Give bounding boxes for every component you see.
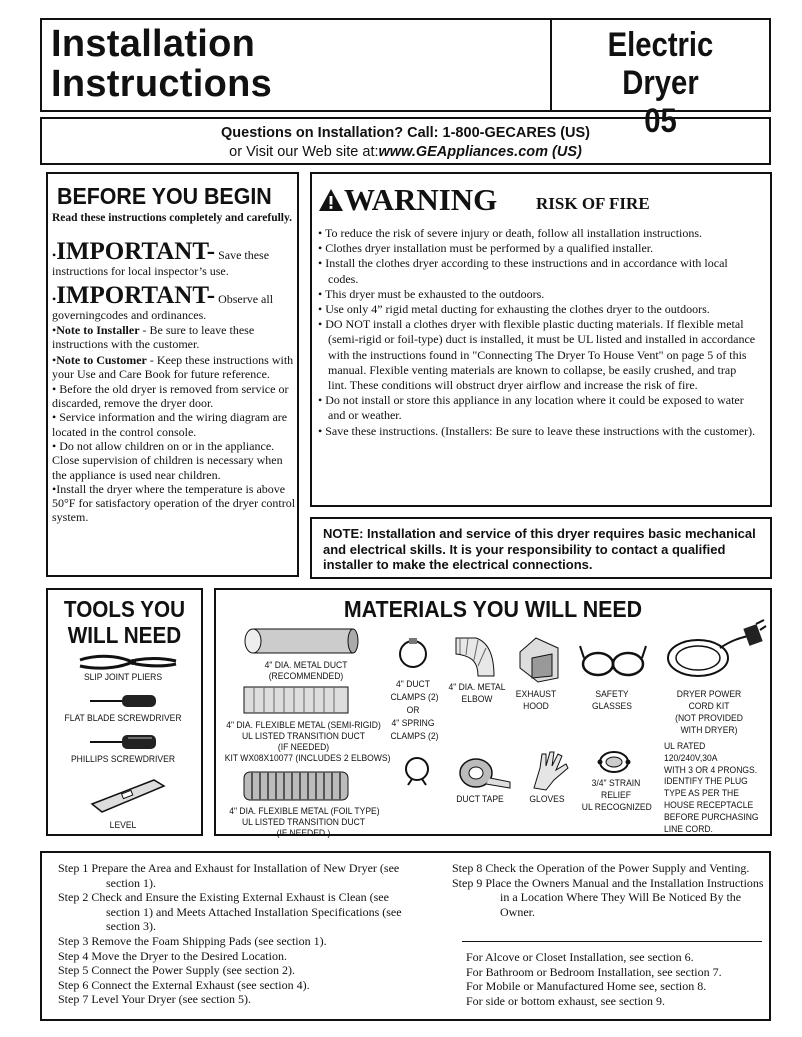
list-item: • Do not allow children on or in the appliance. Close supervision of children is necessary when the appliance is used near children. bbox=[52, 438, 283, 482]
reference-item: For Mobile or Manufactured Home see, section 8. bbox=[466, 979, 707, 994]
label-line: SAFETY bbox=[595, 689, 629, 700]
tools-section bbox=[46, 588, 203, 836]
before-you-begin-subheading: Read these instructions completely and carefully. bbox=[52, 212, 292, 224]
label-line: 4" SPRING bbox=[391, 718, 435, 729]
warning-heading bbox=[318, 182, 497, 218]
safety-glasses-icon bbox=[578, 642, 648, 680]
strain-relief-icon bbox=[594, 746, 634, 778]
reference-item: For Alcove or Closet Installation, see section 6. bbox=[466, 950, 694, 964]
warning-item-text: Save these instructions. (Installers: Be sure to leave these instructions with the customer). bbox=[325, 423, 756, 438]
warning-list bbox=[318, 226, 758, 439]
note-installer-label: Note to Installer bbox=[56, 322, 140, 337]
warning-title: WARNING bbox=[344, 182, 498, 217]
elbow-icon bbox=[452, 634, 498, 680]
elbow-label bbox=[446, 682, 509, 706]
warning-item: • This dryer must be exhausted to the outdoors. bbox=[318, 286, 545, 301]
note-text: NOTE: Installation and service of this dryer requires basic mechanical and electrical skills. It is your responsibility to contact a qualified installer to make the electrical connections. bbox=[323, 526, 756, 572]
foil-duct-label bbox=[229, 806, 378, 839]
pliers-icon bbox=[78, 652, 178, 672]
gloves-icon bbox=[528, 748, 574, 792]
important-label: IMPORTANT- bbox=[56, 238, 216, 265]
clamps-label bbox=[390, 678, 439, 743]
label-line: HOOD bbox=[523, 701, 549, 712]
label-line: CLAMPS (2) bbox=[390, 692, 439, 703]
model-line-2: 05 bbox=[644, 102, 677, 140]
list-item-text: Install the dryer where the temperature is above 50°F for satisfactory operation of the dryer control system. bbox=[52, 481, 296, 525]
note-to-installer: •Note to Installer - Be sure to leave these instructions with the customer. bbox=[52, 322, 255, 351]
warning-item: • DO NOT install a clothes dryer with flexible plastic ducting materials. If flexible metal (semi-rigid or foil-type) duct is installed, it must be UL listed and installed in accordance with the instructions found in "Connecting The Dryer To House Vent" on page 5 of this manual. Flexible venting materials are known to collapse, be easily crushed, and trap lint. These conditions will obstruct dryer airflow and increase the risk of fire. bbox=[318, 317, 756, 393]
before-you-begin-list bbox=[52, 240, 296, 525]
before-you-begin-section bbox=[46, 172, 299, 577]
page-title bbox=[51, 24, 272, 104]
exhaust-hood-label bbox=[511, 689, 561, 713]
step-item: Step 2 Check and Ensure the Existing External Exhaust is Clean (see section 1) and Meets Attached Installation Specifications (see section 3). bbox=[58, 890, 402, 934]
label-line: UL RATED bbox=[664, 741, 706, 752]
warning-section bbox=[310, 172, 772, 507]
label-line: WITH DRYER) bbox=[680, 725, 738, 736]
duct-tape-label: DUCT TAPE bbox=[456, 794, 504, 805]
before-you-begin-heading: BEFORE YOU BEGIN bbox=[57, 183, 272, 209]
label-line: GLASSES bbox=[592, 701, 632, 712]
label-line: ELBOW bbox=[461, 694, 493, 705]
phillips-screwdriver-label: PHILLIPS SCREWDRIVER bbox=[70, 754, 176, 765]
list-item: • Service information and the wiring diagram are located in the control console. bbox=[52, 410, 288, 439]
warning-item-text: DO NOT install a clothes dryer with flexible plastic ducting materials. If flexible metal (semi-rigid or foil-type) duct is installed, it must be UL listed and installed in accordance with the instructions found in "Connecting The Dryer To House Vent" on page 5 of this manual. Flexible venting materials are known to collapse, be easily crushed, and trap lint. These conditions will obstruct dryer airflow and increase the risk of fire. bbox=[325, 317, 756, 393]
exhaust-hood-icon bbox=[512, 634, 562, 684]
label-line: KIT WX08X10077 (INCLUDES 2 ELBOWS) bbox=[224, 753, 391, 764]
warning-item-text: Do not install or store this appliance in any location where it could be exposed to water and or weather. bbox=[325, 393, 744, 423]
strain-relief-label bbox=[582, 778, 650, 814]
step-item: Step 6 Connect the External Exhaust (see section 4). bbox=[58, 977, 310, 992]
warning-item-text: Clothes dryer installation must be performed by a qualified installer. bbox=[325, 241, 654, 256]
list-item: •Install the dryer where the temperature is above 50°F for satisfactory operation of the dryer control system. bbox=[52, 481, 296, 525]
contact-web bbox=[42, 144, 769, 160]
label-line: 4" DIA. FLEXIBLE METAL (SEMI-RIGID) bbox=[226, 720, 381, 731]
important-1: •IMPORTANT- Save these instructions for local inspector’s use. bbox=[52, 238, 270, 278]
flat-screwdriver-icon bbox=[88, 692, 158, 710]
pliers-label: SLIP JOINT PLIERS bbox=[83, 672, 163, 683]
warning-item-text: Use only 4” rigid metal ducting for exhausting the clothes dryer to the outdoors. bbox=[325, 302, 710, 317]
reference-item: For Bathroom or Bedroom Installation, see section 7. bbox=[466, 964, 722, 979]
label-line: TYPE AS PER THE bbox=[664, 788, 739, 800]
important-text: Save these instructions for local inspector’s use. bbox=[52, 248, 270, 278]
label-line: LINE CORD. bbox=[664, 823, 713, 835]
section-references bbox=[466, 950, 776, 1008]
step-item: Step 5 Connect the Power Supply (see section 2). bbox=[58, 963, 295, 978]
label-line: IDENTIFY THE PLUG bbox=[664, 776, 748, 788]
title-box bbox=[40, 18, 550, 112]
contact-web-prefix: or Visit our Web site at: bbox=[229, 144, 379, 160]
metal-duct-icon bbox=[241, 625, 361, 657]
warning-item-text: To reduce the risk of severe injury or death, follow all installation instructions. bbox=[324, 226, 703, 240]
materials-section bbox=[214, 588, 772, 839]
metal-duct-label bbox=[243, 660, 369, 682]
phillips-screwdriver-icon bbox=[88, 732, 158, 752]
power-cord-label bbox=[669, 689, 750, 737]
label-line: 4" DIA. FLEXIBLE METAL (FOIL TYPE) bbox=[229, 806, 380, 817]
label-line: (NOT PROVIDED bbox=[675, 713, 743, 724]
warning-item-text: Install the clothes dryer according to these instructions and in accordance with local codes. bbox=[325, 256, 728, 286]
note-to-customer: •Note to Customer - Keep these instructions with your Use and Care Book for future reference. bbox=[52, 353, 294, 382]
label-line: 4" DIA. METAL bbox=[448, 682, 506, 693]
spring-clamp-icon bbox=[402, 752, 432, 786]
label-line: 120/240V,30A bbox=[664, 752, 718, 764]
foil-duct-icon bbox=[236, 768, 356, 804]
contact-box bbox=[40, 117, 771, 165]
warning-item-text: This dryer must be exhausted to the outdoors. bbox=[324, 286, 545, 301]
label-line: HOUSE RECEPTACLE bbox=[664, 799, 754, 811]
label-line: 4" DIA. METAL DUCT bbox=[264, 660, 348, 671]
step-item: Step 3 Remove the Foam Shipping Pads (see section 1). bbox=[58, 933, 327, 948]
label-line: BEFORE PURCHASING bbox=[664, 811, 759, 823]
label-line: EXHAUST bbox=[515, 689, 557, 700]
step-item: Step 1 Prepare the Area and Exhaust for Installation of New Dryer (see section 1). bbox=[58, 861, 400, 890]
model-box bbox=[550, 18, 771, 140]
warning-item: • To reduce the risk of severe injury or death, follow all installation instructions. bbox=[318, 226, 703, 240]
note-section bbox=[310, 517, 772, 579]
tools-heading-line-2: WILL NEED bbox=[67, 622, 182, 648]
list-item-text: Before the old dryer is removed from service or discarded, remove the dryer door. bbox=[52, 381, 289, 411]
label-line: 3/4" STRAIN bbox=[591, 778, 641, 789]
duct-tape-icon bbox=[456, 756, 512, 790]
gloves-label: GLOVES bbox=[529, 794, 565, 805]
tools-heading bbox=[56, 596, 194, 648]
step-item: Step 7 Level Your Dryer (see section 5). bbox=[58, 992, 251, 1007]
risk-of-fire: RISK OF FIRE bbox=[536, 194, 650, 213]
title-line-2: Instructions bbox=[51, 63, 273, 105]
semi-rigid-duct-icon bbox=[236, 683, 356, 717]
list-item-text: Service information and the wiring diagram are located in the control console. bbox=[52, 410, 288, 439]
label-line: DRYER POWER bbox=[676, 689, 742, 700]
label-line: CORD KIT bbox=[688, 701, 730, 712]
steps-right-list bbox=[452, 861, 772, 919]
website-link[interactable]: www.GEAppliances.com (US) bbox=[378, 144, 582, 160]
note-customer-text: - Keep these instructions with your Use and Care Book for future reference. bbox=[52, 353, 294, 382]
list-item: • Before the old dryer is removed from service or discarded, remove the dryer door. bbox=[52, 381, 289, 411]
duct-clamp-icon bbox=[396, 636, 430, 672]
label-line: (RECOMMENDED) bbox=[268, 671, 344, 682]
model-line-1: Electric Dryer bbox=[607, 26, 714, 102]
label-line: WITH 3 OR 4 PRONGS. bbox=[664, 764, 758, 776]
tools-heading-line-1: TOOLS YOU bbox=[63, 596, 186, 622]
note-installer-text: - Be sure to leave these instructions with the customer. bbox=[52, 322, 255, 351]
steps-left-list bbox=[58, 861, 418, 1007]
divider bbox=[462, 941, 762, 942]
safety-glasses-label bbox=[585, 689, 639, 713]
label-line: OR bbox=[406, 705, 420, 716]
step-item: Step 4 Move the Dryer to the Desired Location. bbox=[58, 948, 287, 963]
label-line: CLAMPS (2) bbox=[390, 731, 439, 742]
label-line: UL LISTED TRANSITION DUCT bbox=[241, 817, 366, 828]
list-item-text: Do not allow children on or in the appliance. Close supervision of children is necessary when the appliance is used near children. bbox=[52, 438, 283, 482]
label-line: UL RECOGNIZED bbox=[581, 802, 652, 813]
power-cord-icon bbox=[664, 618, 768, 684]
important-text: Observe all governingcodes and ordinances. bbox=[52, 292, 274, 323]
warning-item: • Save these instructions. (Installers: Be sure to leave these instructions with the customer). bbox=[318, 423, 756, 438]
warning-item: • Do not install or store this appliance in any location where it could be exposed to water and or weather. bbox=[318, 393, 744, 423]
ul-rated-note bbox=[664, 741, 759, 835]
level-label: LEVEL bbox=[109, 820, 137, 831]
label-line: 4" DUCT bbox=[396, 679, 430, 690]
warning-item: • Install the clothes dryer according to these instructions and in accordance with local codes. bbox=[318, 256, 728, 286]
label-line: UL LISTED TRANSITION DUCT bbox=[241, 731, 366, 742]
warning-item: • Use only 4” rigid metal ducting for exhausting the clothes dryer to the outdoors. bbox=[318, 302, 710, 317]
important-2: •IMPORTANT- Observe all governingcodes and ordinances. bbox=[52, 282, 274, 323]
label-line: (IF NEEDED.) bbox=[276, 828, 331, 839]
warning-triangle-icon bbox=[318, 188, 344, 212]
warning-item: • Clothes dryer installation must be performed by a qualified installer. bbox=[318, 241, 654, 256]
reference-item: For side or bottom exhaust, see section 9. bbox=[466, 993, 665, 1008]
contact-phone: Questions on Installation? Call: 1-800-GECARES (US) bbox=[221, 125, 590, 141]
important-label: IMPORTANT- bbox=[56, 282, 216, 310]
step-item: Step 9 Place the Owners Manual and the Installation Instructions in a Location Where They Will Be Noticed By the Owner. bbox=[452, 875, 764, 919]
label-line: (IF NEEDED) bbox=[277, 742, 330, 753]
label-line: RELIEF bbox=[601, 790, 631, 801]
materials-heading: MATERIALS YOU WILL NEED bbox=[343, 596, 643, 622]
flat-screwdriver-label: FLAT BLADE SCREWDRIVER bbox=[64, 713, 182, 724]
step-item: Step 8 Check the Operation of the Power Supply and Venting. bbox=[452, 861, 750, 875]
level-icon bbox=[88, 774, 168, 818]
steps-section bbox=[40, 851, 771, 1021]
note-customer-label: Note to Customer bbox=[56, 353, 147, 368]
semi-rigid-duct-label bbox=[224, 720, 391, 764]
title-line-1: Installation bbox=[51, 23, 256, 65]
